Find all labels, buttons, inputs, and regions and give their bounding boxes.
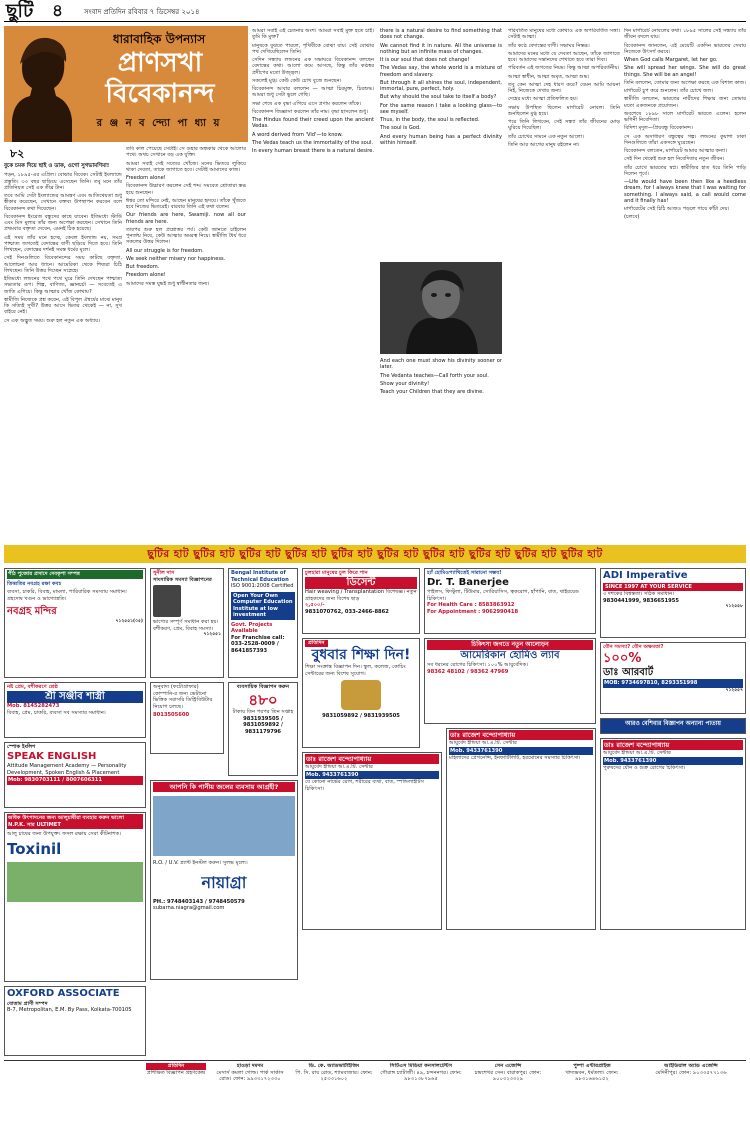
ad-body: মহিলাদের প্রেগনেন্সি, ইনফার্টিলিটি, হরমোনের সমস্যার চিকিৎসা। [449,755,581,762]
story-paragraph: বিবেকানন্দ উচ্চারণ করলেন সেই শব্দ। সমবেত শ্রোতারা স্তব্ধ হয়ে শুনছেন। [126,183,246,196]
ad-body: পুরুষদের যৌন ও শুক্র রোগের চিকিৎসা। [603,765,686,772]
story-paragraph: তাঁর চোখের সামনে এক নতুন আলো। [508,133,584,140]
story-paragraph: We seek neither misery nor happiness. [126,255,226,262]
ad-code: ৭১২৫৫১(০৫) [115,618,143,624]
story-column-2 [126,146,246,541]
ad-phones: 9831059892 / 9831939505 [322,713,400,719]
ad-body: ব্যবসা, চাকরি, বিবাহ, মামলা, পারিবারিক সমস্যায় সমাধান। গ্রহদোষ খণ্ডন ও ভাগ্যোন্নতি। [7,589,127,602]
ad-subtitle: যৌন সমস্যা? যৌন অক্ষমতা? [603,644,664,650]
story-paragraph: দিন মার্গারেট নোবলের কথা। ১৮৯৫ সালের সেই সন্ধ্যায় তাঁর জীবন বদলে যায়। [624,28,746,41]
centre-name: প্রতিদিন [146,1063,206,1070]
story-paragraph: All our struggle is for freedom. [126,247,204,254]
story-paragraph: তবু কেন আত্মা দেহ ধারণ করে? যেমন আমি আয়না নিই, নিজেকে দেখার জন্য। [508,81,620,94]
ad-title: ব্যবসায়িক বিজ্ঞাপন করুন [236,684,290,690]
story-paragraph: (চলবে) [624,214,640,221]
ad-adi-imperative[interactable] [600,568,746,638]
story-paragraph: But freedom. [126,264,160,270]
story-paragraph: সভায় উপস্থিত ছিলেন মার্গারেট নোবল। তিনি শুনছিলেন মুগ্ধ হয়ে। [508,104,620,117]
story-paragraph: The Hindus found their creed upon the ancient Vedas. [252,117,374,130]
ad-body: Hair weaving / Transplantation বিশেষজ্ঞ। নতুন গ্রাহকদের জন্য বিশেষ ছাড় [305,589,417,602]
ad-subtitle: নায়াগ্রা [201,872,247,892]
ad-title: পীঠ পুজোর প্রসাদে দেবকৃপা সম্পন্ন [7,570,143,579]
story-paragraph: স্বামীজি বললেন, ভারতের নারীদের শিক্ষার জন্য তোমার মতো একজনকে প্রয়োজন। [624,96,746,109]
story-paragraph: আমাদের সমস্ত যুদ্ধই শুধু স্বাধীনতার জন্য। [126,280,210,287]
story-paragraph: She will spread her wings. She will do great things. She will be an angel! [624,65,746,78]
story-paragraph: We cannot find it in nature. All the universe is nothing but an infinite mass of changes. [380,42,502,55]
story-paragraph: there is a natural desire to find something that does not change. [380,28,502,41]
ad-wednesday-education[interactable] [302,638,420,748]
page-masthead [4,0,746,22]
ad-subtitle: ডিসেন্ট [305,577,417,590]
story-paragraph: And each one must show his divinity sooner or later. [380,358,502,371]
ad-subtitle: টাকায় তিন পরপর তিন সপ্তাহ [232,709,294,716]
chapter-number: ৮২ [10,147,25,160]
story-paragraph: সকলেই মুগ্ধ। কেউ কেউ চোখ বুজে শুনছেন। [252,77,342,84]
ad-sunil-das[interactable] [150,568,224,678]
ad-email: subarna.niagra@gmail.com [153,905,225,912]
ad-phone: Mob: 9830703111 / 8007606311 [7,776,143,785]
story-paragraph: And every human being has a perfect divinity within himself. [380,133,502,146]
story-paragraph: The Vedas teach us the immortality of the soul. [252,139,373,146]
story-paragraph: বিবেকানন্দ বলতেন, মার্গারেট আমার আত্মার কন্যা। [624,148,727,154]
story-paragraph: তাঁর চোখে ভারতের স্বপ্ন। স্বামীজির হাত ধরে তিনি পাড়ি দিলেন পূর্বে। [624,164,746,177]
story-paragraph: সেদিন সন্ধ্যায় লন্ডনের এক সভাঘরে বিবেকানন্দ বলছেন বেদান্তের কথা। আলো কমে আসছে, কিন্তু তাঁর কণ্ঠস্বর প্রদীপের মতো উজ্জ্বল। [252,57,374,76]
story-paragraph: But why should the soul take to itself a body? [380,94,497,101]
story-col4b-body [380,358,502,395]
centre-name: আইডিয়াল অ্যাড এজেন্সি [664,1063,718,1069]
ad-body: যে কোনো নার্ভের রোগ, শরীরের ব্যথা, বাত, স্পন্ডিলাইটিস চিকিৎসা। [305,779,424,792]
ad-subtitle: ISO 9001:2008 Certified [231,583,294,589]
books-globe-icon [341,680,381,710]
story-paragraph: মার্গারেটের সেই চিঠি আজও পড়লে গায়ে কাঁটা দেয়। [624,206,730,212]
ad-title: চিকিৎসা জগতে নতুন আলোড়ন [427,640,593,650]
story-paragraph: আত্মা স্বাধীন, আত্মা অমৃত, আত্মা শুদ্ধ। [508,73,590,80]
ad-title: ডাঃ রাজেশ বন্দ্যোপাধ্যায় [603,740,743,750]
serial-novel-poster [4,26,248,142]
ad-decent-hair[interactable] [302,568,420,634]
ad-phone: Mob. 8145282473 [7,703,60,709]
tractor-icon [7,862,143,902]
story-paragraph: সভা শেষে এক বৃদ্ধা এগিয়ে এসে প্রণাম করলেন তাঁকে। [252,100,362,107]
ad-subtitle: SPEAK ENGLISH [7,750,97,762]
ad-body: বিবাহ, প্রেম, চাকরি, ব্যবসা সব সমস্যার সমাধান। [7,709,106,716]
ad-distributor[interactable] [150,682,224,754]
ad-tag: নবগ্রহ মন্দির [7,606,57,617]
ad-brand: প্রতিদিন [305,640,328,647]
story-paragraph: পরে তিনি লিখবেন, সেই সন্ধ্যা তাঁর জীবনের মোড় ঘুরিয়ে দিয়েছিল। [508,119,620,132]
ad-more-classifieds [600,718,746,734]
story-paragraph: A word derived from 'Vid'—to know. [252,131,343,138]
booking-centre-brand [146,1063,206,1125]
ad-dr-rajesh-2[interactable] [446,728,596,930]
ad-title: অনুবাদ্য (ফটোগ্রাফার) কোম্পানি-র জন্য ভেটানো ভিত্তিক সরাসরি ডিস্ট্রিবিউটার নিয়োগ চলছে। [153,684,213,710]
ad-body: পাইলস, ফিস্টুলা, টিউমার, সোরিয়াসিস, ত্বকরোগ, হাঁপানি, বাত, থাইরয়েড চিকিৎসা। [427,589,579,602]
ad-title: বুধবার শিক্ষা দিন! [311,646,411,663]
story-paragraph: বিবেকানন্দ ইংরেজ বন্ধুদের কাছে যাবেন। ইতিমধ্যে স্টার্ডি এবং মিস মুলার তাঁর জন্য অপেক্ষা করছেন। সেখানে তিনি প্রথমবার বক্তৃতা দেবেন, এমনই ঠিক হয়েছে। [4,213,122,233]
ad-ultimet-fertilizer[interactable] [4,812,146,982]
story-paragraph: Teach your Children that they are divine. [380,389,484,395]
centre-detail: প্রশিক্ষিত বিজ্ঞাপন গ্রহণকেন্দ্র [146,1069,206,1076]
feature-title [76,48,244,110]
vivekananda-silhouette-icon [4,30,74,142]
ad-phones: 98362 48102 / 98362 47969 [427,668,509,675]
ad-subtitle: শ্রী সঞ্জীব শাস্ত্রী [7,691,143,704]
ad-phone: Mob. 9433761390 [449,747,593,756]
centre-detail: গৌরাঙ্গ চ্যাটার্জী। ৪৯, চন্দননগর। ফোন: ৯৮৩১৩৮৭৯৬৫ [380,1069,462,1082]
ad-title: নষ্ট প্রেম, বশীকরণে শ্রেষ্ঠ [7,684,58,690]
story-paragraph: ইতিমধ্যে লন্ডনের পথে পথে ঘুরে তিনি দেখছেন পাশ্চাত্য সভ্যতার রূপ। শিল্প, বাণিজ্য, জ্ঞানচর্চা — সবেতেই এ জাতি এগিয়ে। কিন্তু আত্মার খোঁজ কোথায়? [4,276,122,295]
ad-bengal-institute[interactable] [228,568,298,678]
story-col6-body [624,28,746,123]
ad-title: স্পোক ইংলিশ [7,744,36,750]
centre-detail: মেদিনীপুর। ফোন: ৯০৩৩৫৭৭১৩৬ [655,1069,727,1076]
booking-centre [468,1063,548,1125]
brand-name: ছুটি [6,0,34,22]
story-col2-body [126,146,246,287]
ad-phones: 9830441999, 9836651955 [603,597,679,604]
ad-code: ৭১২৫৫৭ [725,687,743,693]
ad-oxford-associate[interactable] [4,986,146,1056]
story-paragraph: অবশেষে ১৮৯৮ সালে মার্গারেট ভারতে এলেন। হলেন ভগিনী নিবেদিতা। [624,110,746,123]
ad-title: অধিক উৎপাদনের জন্য আলুচাষীরা ব্যবহার করুন ভালো N.P.K. সার ULTIMET [7,814,143,829]
centre-name: ডি. কে. অ্যাডভার্টাইজিং [308,1063,360,1069]
story-paragraph: When God calls Margaret, let her go. [624,57,718,63]
ad-dr-rajesh-1[interactable] [302,752,442,930]
chapter-caption: বুকে চমক দিয়ে ছাই ও ডাক, ওগো সুগভামণিমা! [4,162,110,169]
feature-kicker: ধারাবাহিক উপন্যাস [112,32,206,46]
ad-subtitle: Dr. T. Banerjee [427,576,509,588]
centre-name: সেন এজেন্সি [494,1063,522,1069]
booking-centre [378,1063,464,1125]
story-paragraph: আমরা সবাই সেই সত্যের খোঁজে। মনের ভিতরে লুকিয়ে থাকা দেবতা, তাকে জাগাতে হবে। সেটাই আমাদের কাজ। [126,160,246,173]
story-paragraph: সে এক অদ্ভুত সময়। শুরু হল নতুন এক অধ্যায়। [4,317,100,324]
ad-subtitle: আয়ুর্বেদ ইন্ডিয়া আ.এ.টি. সেন্টার [603,750,671,757]
feature-title-line1: প্রাণসখা [117,48,203,78]
ad-phone: PH.: 9748403143 / 9748450579 [153,898,245,905]
story-paragraph: সেই দিন থেকেই শুরু হল নিবেদিতার নতুন জীবন। [624,156,725,163]
story-paragraph: For the same reason I take a looking glass—to see myself. [380,102,502,115]
ad-body: Open Your Own Computer Education Institute at low investment [231,592,295,620]
ad-homeopathy-banerjee[interactable] [424,568,596,634]
story-col5-body [508,28,620,148]
person-photo-icon [153,585,181,617]
story-paragraph: The Vedanta teaches—Call forth your soul. [380,372,489,379]
ad-speak-english[interactable] [4,742,146,808]
ad-booking-centres [4,1060,746,1125]
story-column-4b [380,358,502,541]
story-col3-body [252,28,374,154]
story-paragraph: Show your divinity! [380,380,430,387]
story-col4-body [380,28,502,146]
ad-body: ৩ দশকের বিশ্বস্ততা। সঠিক সমাধান। [603,591,675,597]
booking-centre [552,1063,632,1125]
story-paragraph: বিবেকানন্দ জানতেন, এই মেয়েটি একদিন ভারতের সেবায় নিজেকে উৎসর্গ করবে। [624,42,746,55]
ad-title: আরও বেশিবার বিজ্ঞাপন অন্যান্য পাতায় [625,720,721,727]
ad-phones: 033-2528-0009 / 8641857393 [231,641,279,654]
centre-name: হাওড়া দমদম [236,1063,264,1069]
classified-banner [4,545,746,563]
feature-author: র ঞ্জ ন ব ন্দ্যো পা ধ্যা য় [96,118,222,129]
ad-code: ৭১২৫৫১ [203,632,221,637]
vivekananda-portrait [380,262,502,354]
ad-phone: 8013505600 [153,712,190,718]
story-paragraph: সেই দিনগুলিতে বিবেকানন্দের সময় কাটছে বক্তৃতা, আলোচনা আর ধ্যানে। আমেরিকা থেকে শিষ্যরা চিঠি লিখছেন। তিনি উত্তর দিচ্ছেন সস্নেহে। [4,255,122,274]
centre-detail: পি. সি. রায় রোড, শ্যামবাজার। ফোন: ২৫৩৩১৬০২ [295,1069,373,1082]
centre-detail: চন্দ্রশেখর সেন। বারাকপুর। ফোন: ৯০০৩২৩৩২৯ [474,1069,542,1082]
story-col7-body [624,125,746,220]
ad-nabagraha[interactable] [4,568,146,678]
story-paragraph: It is our soul that does not change! [380,57,470,63]
story-paragraph: পরিবর্তন এই জগতের নিয়ম। কিন্তু আত্মা অপরিবর্তনীয়। [508,65,620,72]
ad-subtitle: সাংসারিক সমস্যা বিজ্ঞাপনের [153,576,212,583]
story-paragraph: Freedom alone! [126,175,166,181]
ad-body: R.O. / U.V. প্ল্যান্ট ইনস্টল করুন। সুলভ মূল্যে। [153,860,248,867]
ad-price: ২,৫০০/- [305,602,325,608]
ad-phone: Mob. 9433761390 [603,757,743,766]
story-column-5 [508,28,620,541]
story-paragraph: Freedom alone! [126,272,166,279]
story-paragraph: তবি কাল পেয়েছে সেটাই। সে গুহার অন্ধকার থেকে আলোর পথে। অথচ সেখানে বড় এক যুক্তি। [126,146,246,159]
story-paragraph: The Vedas say, the whole world is a mixture of freedom and slavery. [380,65,502,78]
centre-name: পুষ্পা এন্টারপ্রাইজ [573,1063,611,1069]
ad-body: সব ধরনের রোগের চিকিৎসা। ১০০% আয়ুর্বেদিক। [427,662,528,668]
booking-centre [636,1063,746,1125]
story-paragraph: বিবেকানন্দ জিজ্ঞাসা করলেন তাঁর নাম। বৃদ্ধা হাসলেন শুধু। [252,108,368,115]
portrait-image-icon [380,262,502,354]
story-paragraph: In every human breast there is a natural desire. [252,148,374,154]
ad-appointment-phone: For Appointment : 9062990418 [427,608,519,615]
story-paragraph: সে এক অসাধারণ বন্ধুত্বের গল্প। লন্ডনের কুয়াশা ঢাকা দিনগুলিতে তাঁরা একসঙ্গে ঘুরেছেন। [624,133,746,146]
ad-title: চুলহারা মানুষের চুল ফিরে পান [305,570,368,576]
centre-detail: মেসার্স কমলা গোল্ড। পার্ক সার্কাস রোড। ফোন: ৯৯৩৩১৭২৩৩০ [216,1069,284,1082]
story-column-1 [4,146,122,541]
ad-title: ডাঃ আরবার্ট [603,666,654,678]
story-paragraph: তাঁর কণ্ঠে বেদান্তের বাণী। সভাঘর নিস্তব্ধ। [508,42,590,49]
ad-subtitle: SINCE 1997 AT YOUR SERVICE [603,583,743,592]
ad-dr-rajesh-3[interactable] [600,738,746,930]
ad-phones: 9831070762, 033-2466-8862 [305,608,389,615]
story-paragraph: মার্গারেট চুপ করে শুনলেন। তাঁর চোখে জল। [624,88,714,94]
story-paragraph: তিনি বললেন, তোমার জন্য অপেক্ষা করছে এক বিশাল কাজ। [624,79,746,86]
ad-water-business[interactable] [150,780,298,980]
ad-body: B-7, Metropolitan, E.M. By Pass, Kolkata-700105 [7,1007,132,1013]
story-paragraph: পরিবর্তিত মানুষের মধ্যে কোথাও এক অপরিবর্তিত সত্তা। সেটাই আত্মা। [508,28,620,41]
story-paragraph: স্বামীজি নিজেকে প্রশ্ন করেন, এই বিপুল ঐশ্বর্যের মাঝে মানুষ কি সত্যিই সুখী? উত্তর আসে ভিতর থেকেই — না, সুখ বাইরে নেই। [4,296,122,316]
feature-title-line2: বিবেকানন্দ [105,79,215,110]
page-number: ৪ [52,1,64,21]
ad-subtitle: আয়ুর্বেদ ইন্ডিয়া আ.এ.টি. সেন্টার [449,740,517,747]
ad-cta: For Franchise call: [231,634,285,641]
ad-title: ডাঃ রাজেশ বন্দ্যোপাধ্যায় [449,730,593,740]
story-column-4 [380,28,502,260]
ro-plant-icon [153,796,295,856]
ad-body: আলু চাষের জন্য উপযুক্ত। ফসল রক্ষায় সেরা কীটনাশক। [7,831,121,837]
ad-title: Bengal Institute of Technical Education [231,570,289,583]
story-paragraph: The soul is God. [380,125,421,132]
centre-detail: খাদ্যভবন, ধর্মতলা। ফোন: ৯৮৩১৬৪৬১৫২ [565,1069,619,1082]
story-paragraph: —Life would have been then like a heedless dream, for I always knew that I was waiting for something. I always said, a call would come and it finally has! [624,179,746,204]
ad-subtitle: আয়ুর্বেদ ইন্ডিয়া আ.এ.টি. সেন্টার [305,764,373,771]
ad-health-phone: For Health Care : 8583863912 [427,602,515,608]
ad-subtitle: Toxinil [7,839,62,858]
story-paragraph: আমরা সবাই এই চেতনার অংশ। আমরা সবাই মুক্ত হতে চাই। তুমি কি মুক্ত? [252,28,374,41]
ad-phone: MOB: 9734697810, 8293351998 [603,679,743,688]
story-paragraph: তিনি আর আগের মানুষ রইলেন না। [508,141,580,148]
ad-phone: Mob. 9433761390 [305,771,439,780]
ad-body: শিক্ষা সংক্রান্ত বিজ্ঞাপন দিন। স্কুল, কলেজ, কোচিং সেন্টারের জন্য বিশেষ সুযোগ। [305,664,406,677]
ad-title: ডাঃ রাজেশ বন্দ্যোপাধ্যায় [305,754,439,764]
story-paragraph: এই সময় তাঁর মনে হচ্ছে, কেবল ইংল্যান্ড নয়, সমগ্র পাশ্চাত্য জগতেই বেদান্তের বাণী ছড়িয়ে দিতে হবে। তিনি লিখছেন, বেদান্তের দর্শনই সমস্ত ধর্মের মূলে। [4,234,122,254]
centre-name: সিটিএস মিডিয়া কনসালটেন্টস [389,1063,453,1069]
ad-dr-albert[interactable] [600,642,746,714]
ad-sanjib-shastri[interactable] [4,682,146,738]
ad-code: ৭১২৫৫৮ [725,604,743,609]
story-paragraph: আমাদের মনের মধ্যে যে দেবতা আছেন, তাঁকে জাগাতে হবে। আমাদের সন্তানদের শেখাতে হবে তারা দিব্য। [508,50,620,63]
ad-title: OXFORD ASSOCIATE [7,988,120,999]
story-paragraph: Our friends are here, Swamiji. now all our friends are here. [126,212,246,225]
story-paragraph: দেহের মধ্যে আত্মা প্রতিফলিত হয়। [508,96,578,103]
classified-banner-text: ছুটির হাট ছুটির হাট ছুটির হাট ছুটির হাট ছুটির হাট ছুটির হাট ছুটির হাট ছুটির হাট ছুটির হাট ছুটির হাট [147,547,603,560]
ad-title: আপনি কি পানীয় জলের ব্যবসায় আগ্রহী? [153,782,295,792]
ad-title: সুনীল দাস [153,570,175,576]
story-paragraph: তারপর শুরু হল প্রশ্নোত্তর পর্ব। কেউ জানতে চাইলেন পুনর্জন্ম নিয়ে, কেউ আত্মার অমরত্ব নিয়ে। স্বামীজি ধৈর্য ধরে সকলের উত্তর দিলেন। [126,226,246,246]
story-column-7 [624,28,746,531]
story-paragraph: But through it all shines the soul, independent, immortal, pure, perfect, holy. [380,79,502,92]
ad-title: হ্যাঁ হোমিওপ্যাথিতেই সারানো সম্ভব! [427,570,502,576]
booking-centre [210,1063,290,1125]
ad-business-rate[interactable] [228,682,298,776]
story-column-3 [252,28,374,541]
story-paragraph: বিদিশা মৃদুল—প্রিয়বন্ধু বিবেকানন্দ। [624,125,693,132]
story-paragraph: তবে আমি সেটা ইংল্যান্ডের আমন্ত্রণ এবং আতিথেয়তা শুধু স্বীকার করেছেন, সেখানে বক্তব্য উপস্থাপন করবেন বলে বিবেকানন্দ কথা দিয়েছেন। [4,193,122,212]
ad-subtitle: আমেরিকান হোমিও ল্যাব [460,649,560,661]
ad-subtitle: বোতাম প্রাণী সম্পদ [7,1000,48,1007]
ad-badge: ১০০% [603,650,642,666]
masthead-info: সংবাদ প্রতিদিন রবিবার ৭ ডিসেম্বর ২০১৪ [84,8,200,16]
story-paragraph: ঈশ্বর তো মন্দিরে নেই, আছেন মানুষের হৃদয়ে। তাঁকে খুঁজতে হবে নিজের ভিতরেই। বারবার তিনি এই কথা বলেন। [126,197,246,210]
ad-subtitle: তিব্বতির নবগ্রহ রক্ষা কবচ [7,580,62,587]
ad-phones: 9831939505 / 9831059892 / 9831179796 [243,715,283,735]
ad-body: ভাগ্যের সম্পূর্ণ সমাধান করা হয়। বশীকরণ, প্রেম, বিবাহ সমস্যা। [153,619,219,632]
ad-american-homeo[interactable] [424,638,596,724]
story-paragraph: Thus, in the body, the soul is reflected. [380,117,480,123]
ad-tag: Govt. Projects Available [231,621,273,634]
story-col1-body [4,172,122,324]
story-paragraph: বিবেকানন্দ আবার বললেন — আত্মা চিরমুক্ত, চিরশুদ্ধ। আমরা শুধু সেটা ভুলে গেছি। [252,86,374,99]
ad-title: ADI Imperative [603,570,688,581]
ad-price: ৪৮০ [248,690,278,709]
booking-centre [294,1063,374,1125]
story-paragraph: পড়ন, ১৮৯৫-এর এপ্রিল। বোঝার বিবেক। সেটাই ইংল্যান্ডে প্রস্তুতি। ৩৩ বছর ছাড়িয়ে এসেছেন তিনি। তবু মনে তাঁর প্রতিনিয়ত সেই এক তীব্র টান। [4,172,122,191]
story-paragraph: মানুষকে বুঝতে পারলে, পৃথিবীকে বোঝা যায়। সেই বোঝার পথ দেখিয়েছিলেন তিনি। [252,42,374,55]
ad-body: Attitude Management Academy — Personality Development, Spoken English & Placement [7,763,127,776]
